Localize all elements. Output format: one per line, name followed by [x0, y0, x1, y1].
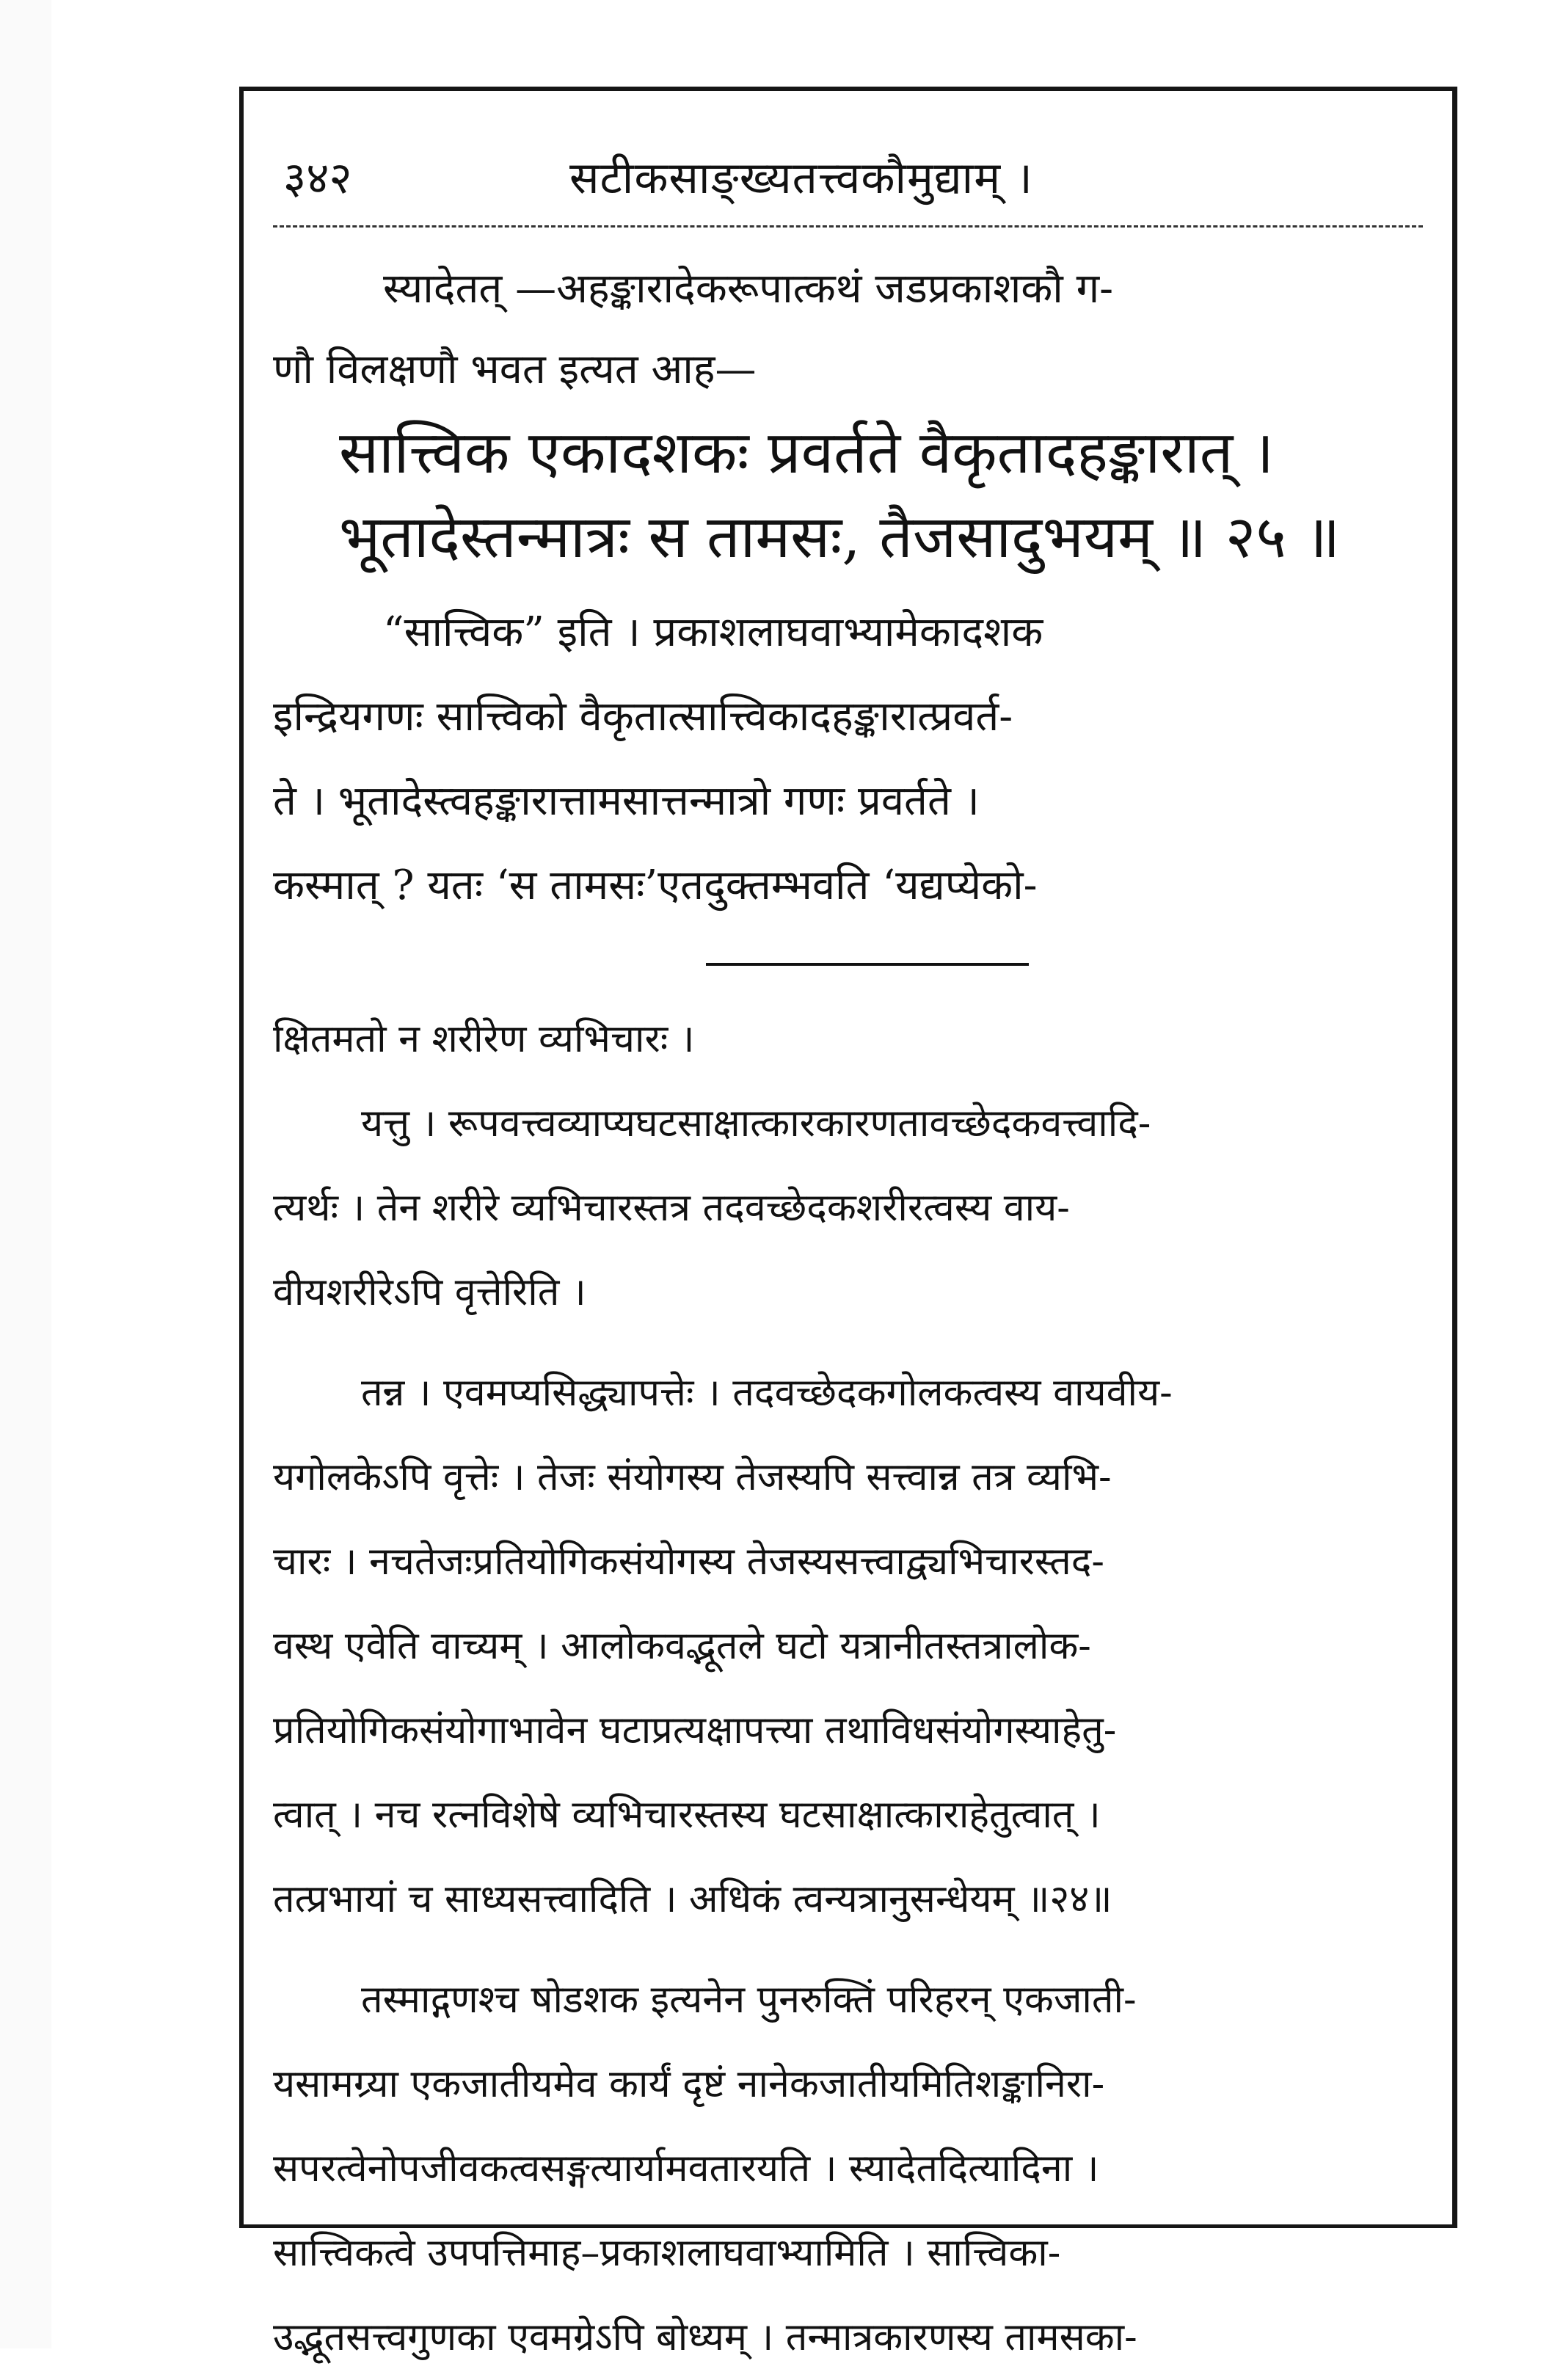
- footnote-line: क्षितमतो न शरीरेण व्यभिचारः ।: [273, 1017, 695, 1061]
- footnote-paragraph: [273, 1351, 1423, 1942]
- footnote-line: चारः । नचतेजःप्रतियोगिकसंयोगस्य तेजस्यसत्त्वाद्व्यभिचारस्तद-: [273, 1540, 1104, 1584]
- intro-line: णौ विलक्षणौ भवत इत्यत आह—: [273, 346, 757, 393]
- footnote-line: यत्तु । रूपवत्त्वव्याप्यघटसाक्षात्कारकारणतावच्छेदकवत्त्वादि-: [361, 1102, 1151, 1146]
- running-head: [283, 145, 1416, 211]
- footnote-line: त्वात् । नच रत्नविशेषे व्यभिचारस्तस्य घटसाक्षात्काराहेतुत्वात् ।: [273, 1793, 1101, 1837]
- footnote-line: प्रतियोगिकसंयोगाभावेन घटाप्रत्यक्षापत्त्या तथाविधसंयोगस्याहेतु-: [273, 1708, 1117, 1753]
- footnote-line: तन्न । एवमप्यसिद्ध्यापत्तेः । तदवच्छेदकगोलकत्वस्य वायवीय-: [361, 1371, 1173, 1415]
- intro-line: स्यादेतत् —अहङ्कारादेकरूपात्कथं जडप्रकाशकौ ग-: [383, 265, 1114, 313]
- footnote-separator: [706, 963, 1029, 966]
- verse-line: भूतादेस्तन्मात्रः स तामसः, तैजसादुभयम् ॥ २५ ॥: [339, 503, 1341, 571]
- footnote-paragraph: [273, 997, 1423, 1082]
- intro-paragraph: [273, 249, 1423, 410]
- page-content: [273, 120, 1423, 2359]
- commentary-line: ते । भूतादेस्त्वहङ्कारात्तामसात्तन्मात्रो गणः प्रवर्तते ।: [273, 777, 980, 825]
- commentary-line: इन्द्रियगणः सात्त्विको वैकृतात्सात्त्विकादहङ्कारात्प्रवर्त-: [273, 693, 1013, 740]
- footnote-line: यसामग्र्या एकजातीयमेव कार्यं दृष्टं नानेकजातीयमितिशङ्कानिरा-: [273, 2062, 1105, 2106]
- footnotes: [273, 997, 1423, 2380]
- page-number: ३४२: [283, 153, 352, 204]
- footnote-line: वस्थ एवेति वाच्यम् । आलोकवद्भूतले घटो यत्रानीतस्तत्रालोक-: [273, 1624, 1091, 1668]
- footnote-line: तत्प्रभायां च साध्यसत्त्वादिति । अधिकं त्वन्यत्रानुसन्धेयम् ॥२४॥: [273, 1877, 1112, 1921]
- footnote-line: वीयशरीरेऽपि वृत्तेरिति ।: [273, 1270, 586, 1314]
- commentary: [273, 590, 1423, 928]
- footnote-line: यगोलकेऽपि वृत्तेः । तेजः संयोगस्य तेजस्यपि सत्त्वान्न तत्र व्यभि-: [273, 1455, 1112, 1499]
- page-frame: [239, 87, 1457, 2359]
- commentary-line: “सात्त्विक” इति । प्रकाशलाघवाभ्यामेकादशक: [383, 608, 1043, 656]
- running-title: सटीकसाङ्ख्यतत्त्वकौमुद्याम् ।: [569, 153, 1033, 204]
- footnote-paragraph: [273, 1958, 1423, 2380]
- footnote-line: उद्भूतसत्त्वगुणका एवमग्रेऽपि बोध्यम् । तन्मात्रकारणस्य तामसका-: [273, 2315, 1137, 2359]
- commentary-line: कस्मात् ? यतः ‘स तामसः’एतदुक्तम्भवति ‘यद्यप्येको-: [273, 862, 1038, 909]
- footnote-line: तस्माद्गणश्च षोडशक इत्यनेन पुनरुक्तिं परिहरन् एकजाती-: [361, 1978, 1137, 2022]
- karika-verse: [273, 410, 1423, 579]
- footnote-line: सात्त्विकत्वे उपपत्तिमाह–प्रकाशलाघवाभ्यामिति । सात्त्विका-: [273, 2231, 1061, 2275]
- header-rule: [273, 225, 1423, 228]
- footnote-line: त्यर्थः । तेन शरीरे व्यभिचारस्तत्र तदवच्छेदकशरीरत्वस्य वाय-: [273, 1186, 1070, 1230]
- verse-line: सात्त्विक एकादशकः प्रवर्तते वैकृतादहङ्कारात् ।: [339, 418, 1275, 487]
- footnote-line: सपरत्वेनोपजीवकत्वसङ्गत्यार्यामवतारयति । स्यादेतदित्यादिना ।: [273, 2147, 1099, 2191]
- footnote-paragraph: [273, 1082, 1423, 1335]
- scan-margin: [0, 0, 51, 2348]
